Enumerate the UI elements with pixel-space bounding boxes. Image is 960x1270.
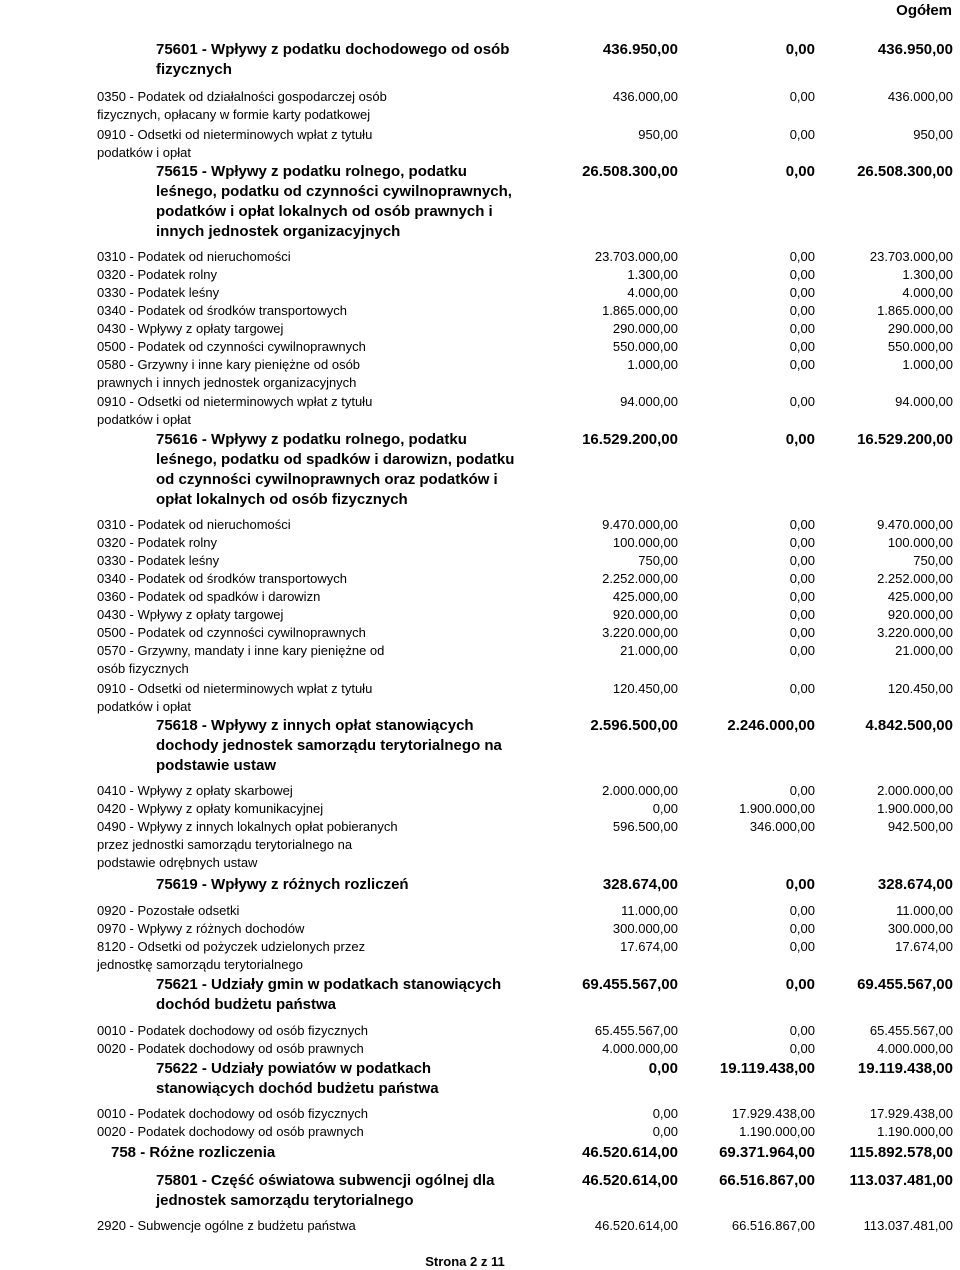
value-col1: 9.470.000,00 (602, 517, 678, 532)
value-total: 300.000,00 (887, 921, 953, 936)
row-label: opłat lokalnych od osób fizycznych (156, 491, 408, 508)
row-label: 0910 - Odsetki od nieterminowych wpłat z tytułu (97, 681, 373, 696)
row-label: 0420 - Wpływy z opłaty komunikacyjnej (97, 801, 324, 816)
row-label: 0970 - Wpływy z różnych dochodów (97, 921, 305, 936)
value-col2: 0,00 (789, 589, 815, 604)
value-col1: 436.950,00 (602, 41, 678, 58)
value-col2: 2.246.000,00 (727, 717, 815, 734)
value-total: 113.037.481,00 (849, 1172, 953, 1189)
value-col1: 23.703.000,00 (594, 249, 678, 264)
value-total: 120.450,00 (887, 681, 953, 696)
value-total: 4.842.500,00 (865, 717, 953, 734)
value-col2: 0,00 (789, 357, 815, 372)
value-col2: 0,00 (789, 249, 815, 264)
row-label: podstawie odrębnych ustaw (97, 855, 258, 870)
value-col2: 0,00 (789, 921, 815, 936)
value-col1: 1.300,00 (627, 267, 678, 282)
value-col2: 0,00 (789, 607, 815, 622)
value-col1: 46.520.614,00 (582, 1144, 678, 1161)
value-total: 1.900.000,00 (877, 801, 953, 816)
value-col1: 2.000.000,00 (602, 783, 678, 798)
value-col2: 0,00 (789, 339, 815, 354)
value-total: 550.000,00 (887, 339, 953, 354)
row-label: stanowiących dochód budżetu państwa (156, 1080, 439, 1097)
value-col1: 300.000,00 (612, 921, 678, 936)
value-col2: 1.900.000,00 (739, 801, 815, 816)
value-col2: 0,00 (785, 876, 815, 893)
value-col1: 0,00 (652, 801, 678, 816)
row-label: 0320 - Podatek rolny (97, 267, 217, 282)
value-col1: 94.000,00 (620, 394, 678, 409)
value-col2: 0,00 (789, 394, 815, 409)
value-col1: 17.674,00 (620, 939, 678, 954)
value-total: 1.000,00 (902, 357, 953, 372)
value-col2: 66.516.867,00 (731, 1218, 815, 1233)
value-col2: 69.371.964,00 (719, 1144, 815, 1161)
row-label: fizycznych, opłacany w formie karty podatkowej (97, 107, 371, 122)
value-col2: 17.929.438,00 (731, 1106, 815, 1121)
value-col1: 69.455.567,00 (582, 976, 678, 993)
value-col2: 0,00 (789, 625, 815, 640)
row-label: 75616 - Wpływy z podatku rolnego, podatku (156, 431, 467, 448)
row-label: 0500 - Podatek od czynności cywilnoprawnych (97, 339, 366, 354)
value-col2: 0,00 (789, 127, 815, 142)
row-label: 0320 - Podatek rolny (97, 535, 217, 550)
value-col1: 1.865.000,00 (602, 303, 678, 318)
value-total: 290.000,00 (887, 321, 953, 336)
row-label: 0490 - Wpływy z innych lokalnych opłat pobieranych (97, 819, 398, 834)
row-label: 0020 - Podatek dochodowy od osób prawnych (97, 1041, 364, 1056)
value-col1: 26.508.300,00 (582, 163, 678, 180)
row-label: 8120 - Odsetki od pożyczek udzielonych przez (97, 939, 366, 954)
value-total: 425.000,00 (887, 589, 953, 604)
value-total: 950,00 (913, 127, 953, 142)
value-col2: 0,00 (789, 553, 815, 568)
value-total: 436.000,00 (887, 89, 953, 104)
row-label: 0500 - Podatek od czynności cywilnoprawnych (97, 625, 366, 640)
row-label: 0910 - Odsetki od nieterminowych wpłat z tytułu (97, 127, 373, 142)
row-label: 0310 - Podatek od nieruchomości (97, 517, 291, 532)
value-col1: 4.000,00 (627, 285, 678, 300)
value-col1: 16.529.200,00 (582, 431, 678, 448)
row-label: innych jednostek organizacyjnych (156, 223, 401, 240)
value-col2: 0,00 (785, 163, 815, 180)
value-col2: 0,00 (789, 643, 815, 658)
value-col2: 66.516.867,00 (719, 1172, 815, 1189)
row-label: 2920 - Subwencje ogólne z budżetu państwa (97, 1218, 356, 1233)
value-total: 920.000,00 (887, 607, 953, 622)
value-col1: 0,00 (648, 1060, 678, 1077)
row-label: 0350 - Podatek od działalności gospodarczej osób (97, 89, 387, 104)
value-col1: 2.252.000,00 (602, 571, 678, 586)
value-col1: 4.000.000,00 (602, 1041, 678, 1056)
value-col1: 0,00 (652, 1106, 678, 1121)
value-col2: 1.190.000,00 (739, 1124, 815, 1139)
row-label: 0340 - Podatek od środków transportowych (97, 571, 348, 586)
value-col1: 0,00 (652, 1124, 678, 1139)
value-col2: 0,00 (789, 681, 815, 696)
value-total: 113.037.481,00 (863, 1218, 953, 1233)
value-total: 16.529.200,00 (857, 431, 953, 448)
value-total: 94.000,00 (895, 394, 953, 409)
row-label: 75618 - Wpływy z innych opłat stanowiących (156, 717, 474, 734)
value-col1: 65.455.567,00 (594, 1023, 678, 1038)
row-label: osób fizycznych (97, 661, 189, 676)
value-col1: 11.000,00 (621, 903, 678, 918)
value-col1: 1.000,00 (627, 357, 678, 372)
value-col1: 920.000,00 (612, 607, 678, 622)
value-col1: 425.000,00 (612, 589, 678, 604)
value-col2: 0,00 (789, 535, 815, 550)
value-col2: 0,00 (789, 1023, 815, 1038)
value-total: 115.892.578,00 (849, 1144, 953, 1161)
row-label: podatków i opłat lokalnych od osób prawnych i (156, 203, 493, 220)
value-col1: 950,00 (638, 127, 678, 142)
row-label: 0430 - Wpływy z opłaty targowej (97, 321, 284, 336)
value-total: 4.000.000,00 (877, 1041, 953, 1056)
value-total: 9.470.000,00 (877, 517, 953, 532)
value-col1: 550.000,00 (612, 339, 678, 354)
value-total: 26.508.300,00 (857, 163, 953, 180)
value-total: 69.455.567,00 (857, 976, 953, 993)
value-col2: 0,00 (785, 976, 815, 993)
row-label: podatków i opłat (97, 145, 191, 160)
value-total: 1.300,00 (902, 267, 953, 282)
row-label: 0330 - Podatek leśny (97, 553, 220, 568)
row-label: 75801 - Część oświatowa subwencji ogólnej dla (156, 1172, 495, 1189)
row-label: od czynności cywilnoprawnych oraz podatków i (156, 471, 498, 488)
value-total: 23.703.000,00 (869, 249, 953, 264)
value-col1: 46.520.614,00 (594, 1218, 678, 1233)
row-label: 0340 - Podatek od środków transportowych (97, 303, 348, 318)
row-label: 758 - Różne rozliczenia (111, 1144, 276, 1161)
row-label: przez jednostki samorządu terytorialnego na (97, 837, 353, 852)
value-col2: 346.000,00 (749, 819, 815, 834)
row-label: 0010 - Podatek dochodowy od osób fizycznych (97, 1106, 369, 1121)
value-col2: 0,00 (785, 431, 815, 448)
row-label: podstawie ustaw (156, 757, 277, 774)
value-total: 3.220.000,00 (877, 625, 953, 640)
row-label: 0570 - Grzywny, mandaty i inne kary pieniężne od (97, 643, 385, 658)
row-label: 75601 - Wpływy z podatku dochodowego od osób (156, 41, 510, 58)
value-col1: 2.596.500,00 (590, 717, 678, 734)
row-label: fizycznych (156, 61, 232, 78)
row-label: leśnego, podatku od czynności cywilnoprawnych, (156, 183, 512, 200)
value-col2: 0,00 (789, 517, 815, 532)
value-col1: 21.000,00 (620, 643, 678, 658)
value-col2: 0,00 (789, 783, 815, 798)
value-total: 17.929.438,00 (869, 1106, 953, 1121)
row-label: podatków i opłat (97, 699, 191, 714)
row-label: 75619 - Wpływy z różnych rozliczeń (156, 876, 409, 893)
value-total: 942.500,00 (887, 819, 953, 834)
value-total: 2.252.000,00 (877, 571, 953, 586)
row-label: leśnego, podatku od spadków i darowizn, podatku (156, 451, 515, 468)
row-label: 0920 - Pozostałe odsetki (97, 903, 240, 918)
value-col1: 46.520.614,00 (582, 1172, 678, 1189)
row-label: 0020 - Podatek dochodowy od osób prawnych (97, 1124, 364, 1139)
value-col1: 596.500,00 (612, 819, 678, 834)
value-col2: 0,00 (785, 41, 815, 58)
value-col2: 0,00 (789, 89, 815, 104)
value-total: 436.950,00 (877, 41, 953, 58)
value-col2: 0,00 (789, 303, 815, 318)
row-label: 75622 - Udziały powiatów w podatkach (156, 1060, 432, 1077)
value-total: 21.000,00 (895, 643, 953, 658)
value-total: 11.000,00 (896, 903, 953, 918)
row-label: 0580 - Grzywny i inne kary pieniężne od osób (97, 357, 361, 372)
value-col2: 19.119.438,00 (719, 1060, 815, 1077)
page-number: Strona 2 z 11 (425, 1254, 505, 1269)
value-col2: 0,00 (789, 939, 815, 954)
value-total: 750,00 (913, 553, 953, 568)
row-label: 75615 - Wpływy z podatku rolnego, podatku (156, 163, 467, 180)
row-label: 0360 - Podatek od spadków i darowizn (97, 589, 321, 604)
row-label: prawnych i innych jednostek organizacyjnych (97, 375, 357, 390)
value-col2: 0,00 (789, 267, 815, 282)
value-col1: 120.450,00 (612, 681, 678, 696)
row-label: 0310 - Podatek od nieruchomości (97, 249, 291, 264)
value-total: 328.674,00 (877, 876, 953, 893)
row-label: 0330 - Podatek leśny (97, 285, 220, 300)
value-col2: 0,00 (789, 321, 815, 336)
value-total: 2.000.000,00 (877, 783, 953, 798)
value-total: 65.455.567,00 (869, 1023, 953, 1038)
value-total: 1.865.000,00 (877, 303, 953, 318)
value-col1: 290.000,00 (612, 321, 678, 336)
value-col2: 0,00 (789, 903, 815, 918)
row-label: jednostek samorządu terytorialnego (156, 1192, 414, 1209)
row-label: podatków i opłat (97, 412, 191, 427)
value-total: 100.000,00 (887, 535, 953, 550)
value-total: 17.674,00 (895, 939, 953, 954)
value-col2: 0,00 (789, 285, 815, 300)
value-col1: 100.000,00 (612, 535, 678, 550)
value-col1: 436.000,00 (612, 89, 678, 104)
value-total: 4.000,00 (902, 285, 953, 300)
row-label: 0010 - Podatek dochodowy od osób fizycznych (97, 1023, 369, 1038)
value-col1: 750,00 (638, 553, 678, 568)
row-label: dochód budżetu państwa (156, 996, 336, 1013)
row-label: 0910 - Odsetki od nieterminowych wpłat z tytułu (97, 394, 373, 409)
row-label: jednostkę samorządu terytorialnego (97, 957, 303, 972)
value-total: 19.119.438,00 (857, 1060, 953, 1077)
column-header-total: Ogółem (896, 2, 952, 19)
value-total: 1.190.000,00 (877, 1124, 953, 1139)
row-label: 75621 - Udziały gmin w podatkach stanowiących (156, 976, 502, 993)
value-col2: 0,00 (789, 1041, 815, 1056)
value-col1: 328.674,00 (602, 876, 678, 893)
value-col2: 0,00 (789, 571, 815, 586)
value-col1: 3.220.000,00 (602, 625, 678, 640)
row-label: 0410 - Wpływy z opłaty skarbowej (97, 783, 293, 798)
row-label: dochody jednostek samorządu terytorialnego na (156, 737, 502, 754)
row-label: 0430 - Wpływy z opłaty targowej (97, 607, 284, 622)
